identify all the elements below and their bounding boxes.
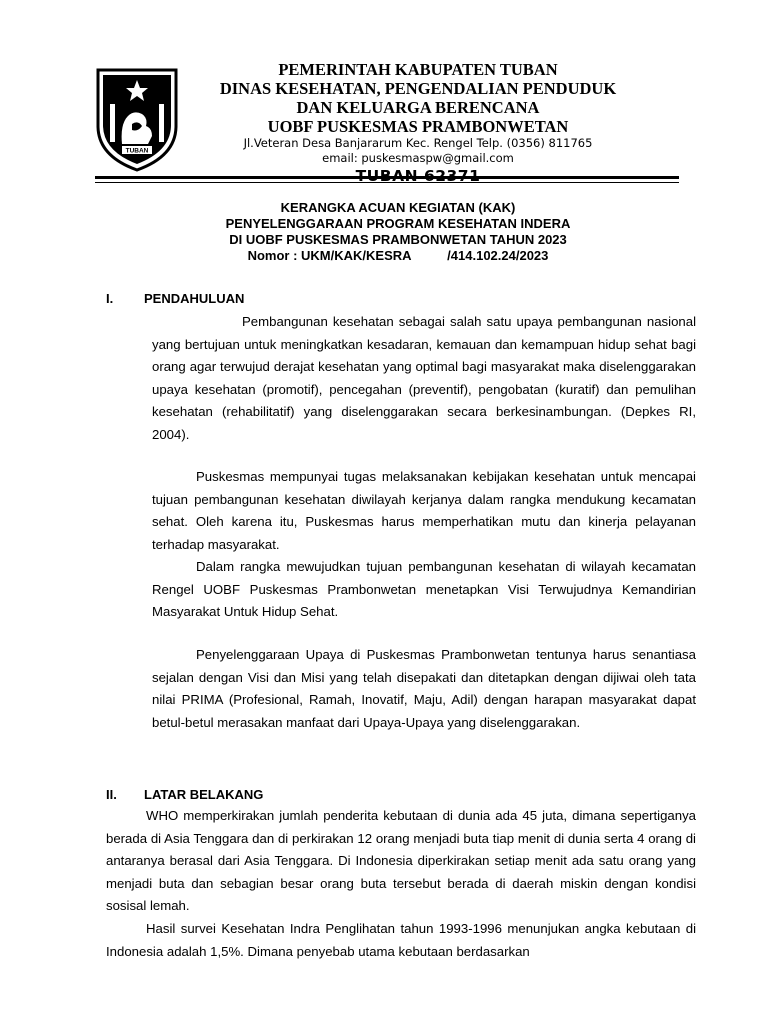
letterhead-line-2: DINAS KESEHATAN, PENGENDALIAN PENDUDUK [219, 79, 617, 98]
section-1-title: PENDAHULUAN [144, 291, 245, 306]
logo-text: TUBAN [125, 147, 149, 155]
document-number: Nomor : UKM/KAK/KESRA /414.102.24/2023 [247, 248, 549, 263]
title-line-1: KERANGKA ACUAN KEGIATAN (KAK) [280, 200, 516, 215]
section-2-paragraph-2: Hasil survei Kesehatan Indra Penglihatan tahun 1993-1996 menunjukan angka kebutaan di Indonesia adalah 1,5%. Dimana penyebab utama kebutaan berdasarkan [106, 921, 696, 959]
section-2-title: LATAR BELAKANG [144, 787, 264, 802]
section-2-number: II. [106, 787, 117, 802]
letterhead-divider-thick [95, 176, 679, 179]
section-1-paragraph-3: Dalam rangka mewujudkan tujuan pembangunan kesehatan di wilayah kecamatan Rengel UOBF Puskesmas Prambonwetan menetapkan Visi Terwujudnya Kemandirian Masyarakat Untuk Hidup Sehat. [152, 559, 696, 620]
letterhead-line-4: UOBF PUSKESMAS PRAMBONWETAN [267, 117, 569, 136]
letterhead-line-3: DAN KELUARGA BERENCANA [296, 98, 540, 117]
letterhead [150, 60, 686, 186]
section-2-paragraph-1: WHO memperkirakan jumlah penderita kebutaan di dunia ada 45 juta, dimana sepertiganya berada di Asia Tenggara dan di perkirakan 12 orang menjadi buta tiap menit di dunia serta 4 orang di antaranya berasal dari Asia Tenggara. Di Indonesia diperkirakan setiap menit ada satu orang yang menjadi buta dan sebagian besar orang buta tersebut berada di daerah miskin dengan kondisi sosisal lemah. [106, 808, 696, 914]
document-title [100, 200, 696, 264]
title-line-3: DI UOBF PUSKESMAS PRAMBONWETAN TAHUN 2023 [229, 232, 567, 247]
letterhead-divider-thin [95, 182, 679, 183]
section-1-paragraph-1: Pembangunan kesehatan sebagai salah satu upaya pembangunan nasional yang bertujuan untuk meningkatkan kesadaran, kemauan dan kemampuan hidup sehat bagi orang agar terwujud derajat kesehatan yang optimal bagi masyarakat maka diselenggarakan upaya kesehatan (promotif), pencegahan (preventif), pengobatan (kuratif) dan pemulihan kesehatan (rehabilitatif) yang diselenggarakan secara berkesinambungan. (Depkes RI, 2004). [152, 314, 696, 442]
letterhead-email: email: puskesmaspw@gmail.com [322, 151, 514, 165]
section-1-paragraph-2: Puskesmas mempunyai tugas melaksanakan kebijakan kesehatan untuk mencapai tujuan pembangunan kesehatan diwilayah kerjanya dalam rangka mendukung kecamatan sehat. Oleh karena itu, Puskesmas harus memperhatikan mutu dan kinerja pelayanan terhadap masyarakat. [152, 469, 696, 552]
letterhead-line-1: PEMERINTAH KABUPATEN TUBAN [278, 60, 558, 79]
letterhead-address: Jl.Veteran Desa Banjararum Kec. Rengel Telp. (0356) 811765 [243, 136, 593, 150]
title-line-2: PENYELENGGARAAN PROGRAM KESEHATAN INDERA [225, 216, 571, 231]
section-1-number: I. [106, 291, 114, 306]
section-1-paragraph-4: Penyelenggaraan Upaya di Puskesmas Prambonwetan tentunya harus senantiasa sejalan dengan Visi dan Misi yang telah disepakati dan ditetapkan dengan dijiwai oleh tata nilai PRIMA (Profesional, Ramah, Inovatif, Maju, Adil) dengan harapan masyarakat dapat betul-betul merasakan manfaat dari Upaya-Upaya yang diselenggarakan. [152, 647, 696, 730]
